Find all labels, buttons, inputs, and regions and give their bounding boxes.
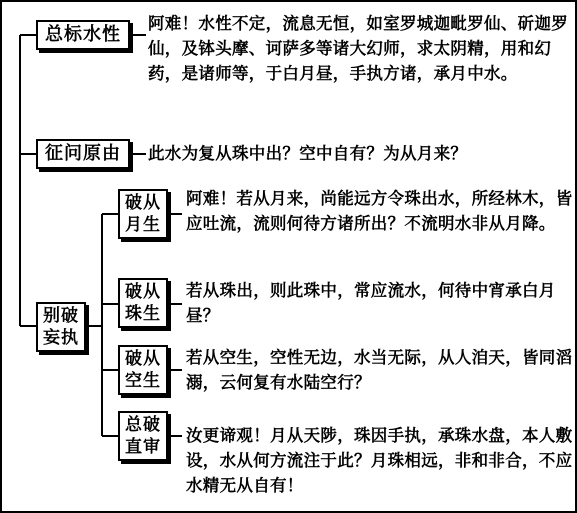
label-overall-refutation: [118, 411, 168, 461]
text-refute-moon: 阿难！若从月来，尚能远方令珠出水，所经林木，皆应吐流，流则何待方诸所出？不流明水非从月降。: [186, 189, 573, 233]
label-refute-pearl-line1: 破从: [125, 282, 161, 302]
label-refute-space-line2: 空生: [125, 371, 161, 391]
label-refute-pearl-line2: 珠生: [125, 304, 161, 324]
label-overall-refutation-line2: 直审: [125, 437, 161, 457]
label-question: 征问原由: [36, 139, 130, 169]
label-overview: 总标水性: [36, 20, 130, 50]
label-refute-moon: [118, 189, 168, 239]
text-overview: 阿难！水性不定，流息无恒，如室罗城迦毗罗仙、斫迦罗仙，及钵头摩、诃萨多等诸大幻师，求太阴精，用和幻药，是诸师等，于白月昼，手执方诸，承月中水。: [148, 14, 568, 83]
label-refute-space: [118, 345, 168, 395]
label-refutation-line1: 别破: [43, 306, 79, 326]
label-refute-moon-line1: 破从: [125, 193, 161, 213]
text-refute-space: 若从空生，空性无边，水当无际，从人洎天，皆同滔溺，云何复有水陆空行？: [186, 348, 573, 392]
label-overall-refutation-line1: 总破: [125, 415, 161, 435]
text-overall-refutation: 汝更谛观！月从天陟，珠因手执，承珠水盘，本人敷设，水从何方流注于此？月珠相远，非和非合，不应水精无从自有！: [186, 426, 573, 495]
text-refute-pearl: 若从珠出，则此珠中，常应流水，何待中宵承白月昼？: [186, 281, 556, 325]
label-refute-moon-line2: 月生: [125, 215, 161, 235]
label-refutation-line2: 妄执: [43, 328, 79, 348]
label-refute-space-line1: 破从: [125, 349, 161, 369]
label-refutation: [36, 302, 86, 352]
text-question: 此水为复从珠中出？空中自有？为从月来？: [148, 144, 468, 163]
label-refute-pearl: [118, 278, 168, 328]
